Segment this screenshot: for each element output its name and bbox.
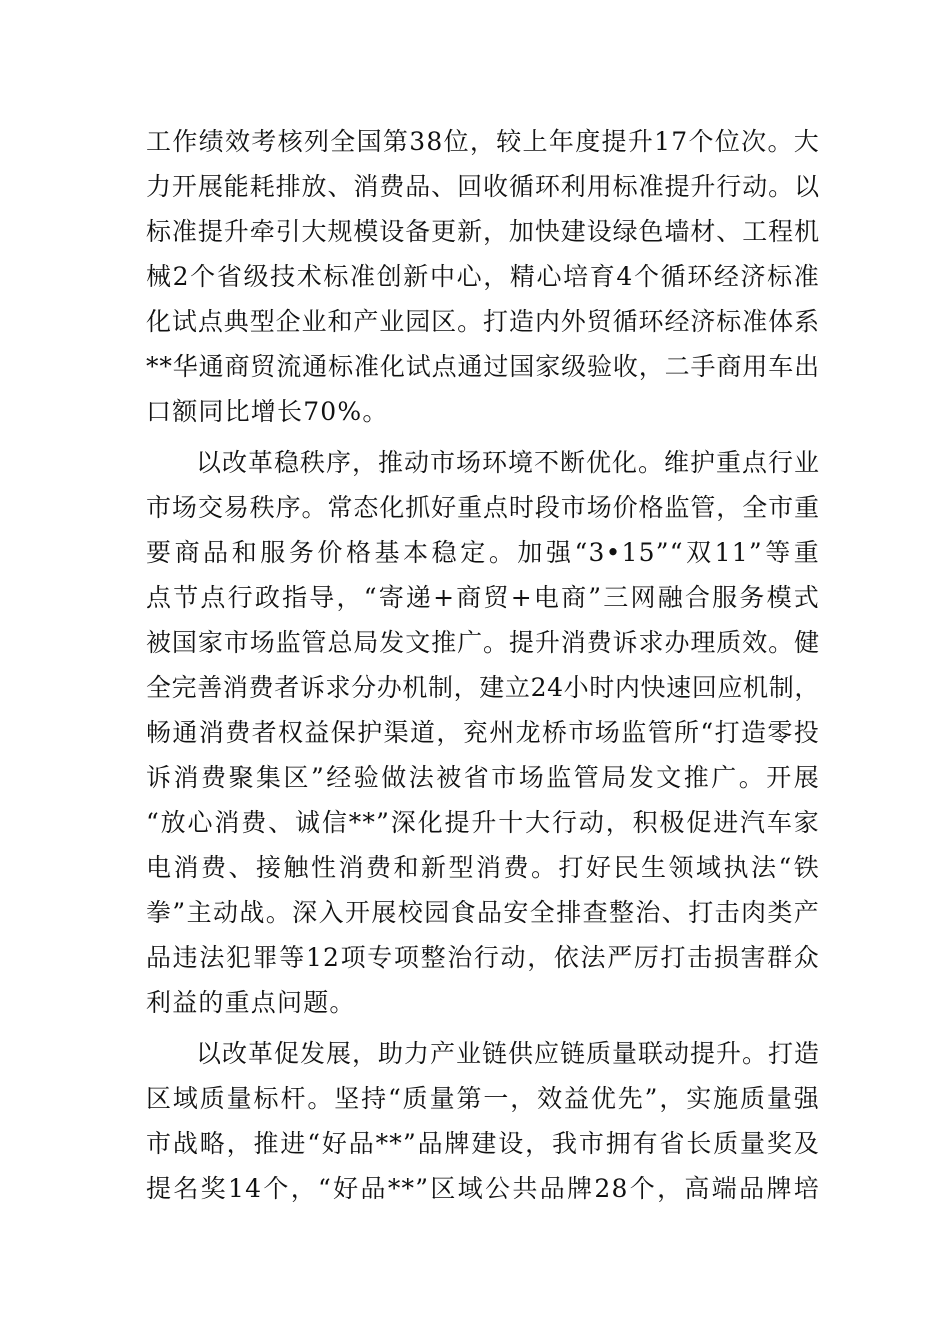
text-line: 点节点行政指导，“寄递+商贸+电商”三网融合服务模式	[146, 583, 820, 612]
text-line: 畅通消费者权益保护渠道，兖州龙桥市场监管所“打造零投	[146, 718, 820, 747]
paragraph-quality	[146, 1031, 820, 1211]
text-line: 区域质量标杆。坚持“质量第一，效益优先”，实施质量强	[146, 1084, 820, 1113]
text-line: 要商品和服务价格基本稳定。加强“3•15”“双11”等重	[146, 538, 820, 567]
text-line: 全完善消费者诉求分办机制，建立24小时内快速回应机制，	[146, 673, 820, 702]
text-line: 市战略，推进“好品**”品牌建设，我市拥有省长质量奖及	[146, 1129, 820, 1158]
text-line: 力开展能耗排放、消费品、回收循环利用标准提升行动。以	[146, 172, 820, 201]
text-line: 市场交易秩序。常态化抓好重点时段市场价格监管，全市重	[146, 493, 820, 522]
text-line: 以改革稳秩序，推动市场环境不断优化。维护重点行业	[196, 448, 820, 477]
text-line: 被国家市场监管总局发文推广。提升消费诉求办理质效。健	[146, 628, 820, 657]
paragraph-market-order	[146, 440, 820, 1025]
text-line: 拳”主动战。深入开展校园食品安全排查整治、打击肉类产	[146, 898, 820, 927]
text-line: 械2个省级技术标准创新中心，精心培育4个循环经济标准	[146, 262, 820, 291]
text-line: 提名奖14个，“好品**”区域公共品牌28个，高端品牌培	[146, 1174, 820, 1203]
text-line: 诉消费聚集区”经验做法被省市场监管局发文推广。开展	[146, 763, 820, 792]
text-line: 利益的重点问题。	[146, 988, 356, 1017]
text-line: 工作绩效考核列全国第38位，较上年度提升17个位次。大	[146, 127, 820, 156]
text-line: 以改革促发展，助力产业链供应链质量联动提升。打造	[196, 1039, 820, 1068]
text-line: 标准提升牵引大规模设备更新，加快建设绿色墙材、工程机	[146, 217, 820, 246]
text-line: “放心消费、诚信**”深化提升十大行动，积极促进汽车家	[146, 808, 820, 837]
text-line: 口额同比增长70%。	[146, 397, 389, 426]
paragraph-standards	[146, 119, 820, 434]
text-line: 电消费、接触性消费和新型消费。打好民生领域执法“铁	[146, 853, 820, 882]
document-page	[146, 119, 820, 1211]
text-line: 品违法犯罪等12项专项整治行动，依法严厉打击损害群众	[146, 943, 820, 972]
text-line: 化试点典型企业和产业园区。打造内外贸循环经济标准体系	[146, 307, 820, 336]
text-line: **华通商贸流通标准化试点通过国家级验收，二手商用车出	[146, 352, 820, 381]
